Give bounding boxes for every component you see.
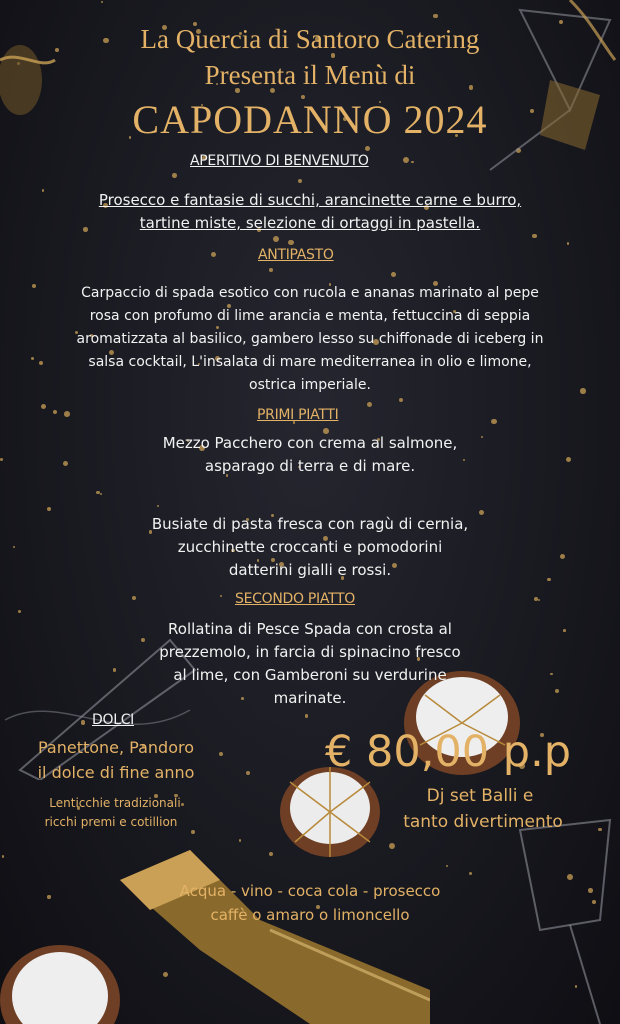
confetti-dot [305,714,309,718]
primi-line: datterini gialli e rossi. [228,561,392,579]
menu-subtitle: Presenta il Menù di [204,60,416,90]
secondo-line: al lime, con Gamberoni su verdurine [173,666,447,684]
confetti-dot [391,272,396,277]
caterer-name: La Quercia di Santoro Catering [140,24,480,54]
confetti-dot [367,402,373,408]
section-heading-dolci: DOLCI [92,712,135,728]
confetti-dot [491,419,497,425]
aperitivo-text [0,189,620,235]
secondo-line: Rollatina di Pesce Spada con crosta al [168,620,452,638]
price-value: € 80,00 p.p [325,727,572,777]
confetti-dot [469,872,472,875]
confetti-dot [53,410,57,414]
menu-title: CAPODANNO 2024 [132,97,488,142]
confetti-dot [446,865,449,868]
primi-line: Busiate di pasta fresca con ragù di cernia, [151,515,469,533]
section-heading-antipasto: ANTIPASTO [258,247,334,263]
confetti-dot [64,411,70,417]
antipasto-line: salsa cocktail, L'insalata di mare mediterranea in olio e limone, [88,354,532,370]
confetti-dot [298,179,302,183]
champagne-glass-bottom-right-icon [510,810,620,1024]
secondo-line: marinate. [273,689,347,707]
dolci-line: il dolce di fine anno [37,763,195,782]
primi-line: asparago di terra e di mare. [204,457,416,475]
drinks-line: caffè o amaro o limoncello [210,906,410,924]
confetti-dot [273,236,279,242]
confetti-dot [2,855,5,858]
confetti-dot [211,252,217,258]
price-line: tanto divertimento [403,812,563,832]
secondo-text [0,618,620,710]
confetti-dot [191,830,195,834]
confetti-dot [246,771,250,775]
confetti-dot [101,1,104,4]
antipasto-line: ostrica imperiale. [249,377,371,393]
confetti-dot [269,268,273,272]
section-heading-aperitivo: APERITIVO DI BENVENUTO [190,153,369,169]
confetti-dot [399,398,403,402]
confetti-dot [538,599,540,601]
confetti-dot [567,242,569,244]
drinks-line: Acqua - vino - coca cola - prosecco [179,882,441,900]
antipasto-line: rosa con profumo di lime arancia e menta, fettuccina di seppia [89,308,531,324]
confetti-dot [47,895,50,898]
section-heading-primi: PRIMI PIATTI [257,407,339,423]
primi-line: zucchinette croccanti e pomodorini [177,538,443,556]
confetti-dot [365,146,371,152]
confetti-dot [41,404,46,409]
price-line: Dj set Balli e [426,786,534,806]
aperitivo-line: Prosecco e fantasie di succhi, arancinette carne e burro, [98,191,522,209]
confetti-dot [220,595,222,597]
confetti-dot [172,173,177,178]
primi-text [0,432,620,582]
secondo-line: prezzemolo, in farcia di spinacino fresco [159,643,461,661]
champagne-bottle-icon [110,840,430,1024]
antipasto-text [0,282,620,397]
dolci-line: Panettone, Pandoro [37,738,195,757]
confetti-dot [288,240,294,246]
aperitivo-line: tartine miste, selezione di ortaggi in pastella. [139,214,481,232]
primi-line: Mezzo Pacchero con crema al salmone, [162,434,458,452]
confetti-dot [534,597,538,601]
dolci-extra: Lenticchie tradizionali [49,796,181,810]
section-heading-secondo: SECONDO PIATTO [235,591,355,607]
antipasto-line: aromatizzata al basilico, gambero lesso su chiffonade di iceberg in [76,331,544,347]
antipasto-line: Carpaccio di spada esotico con rucola e ananas marinato al pepe [81,285,539,301]
dolci-extra: ricchi premi e cotillion [44,815,178,829]
primi-line-spacer [0,478,620,513]
